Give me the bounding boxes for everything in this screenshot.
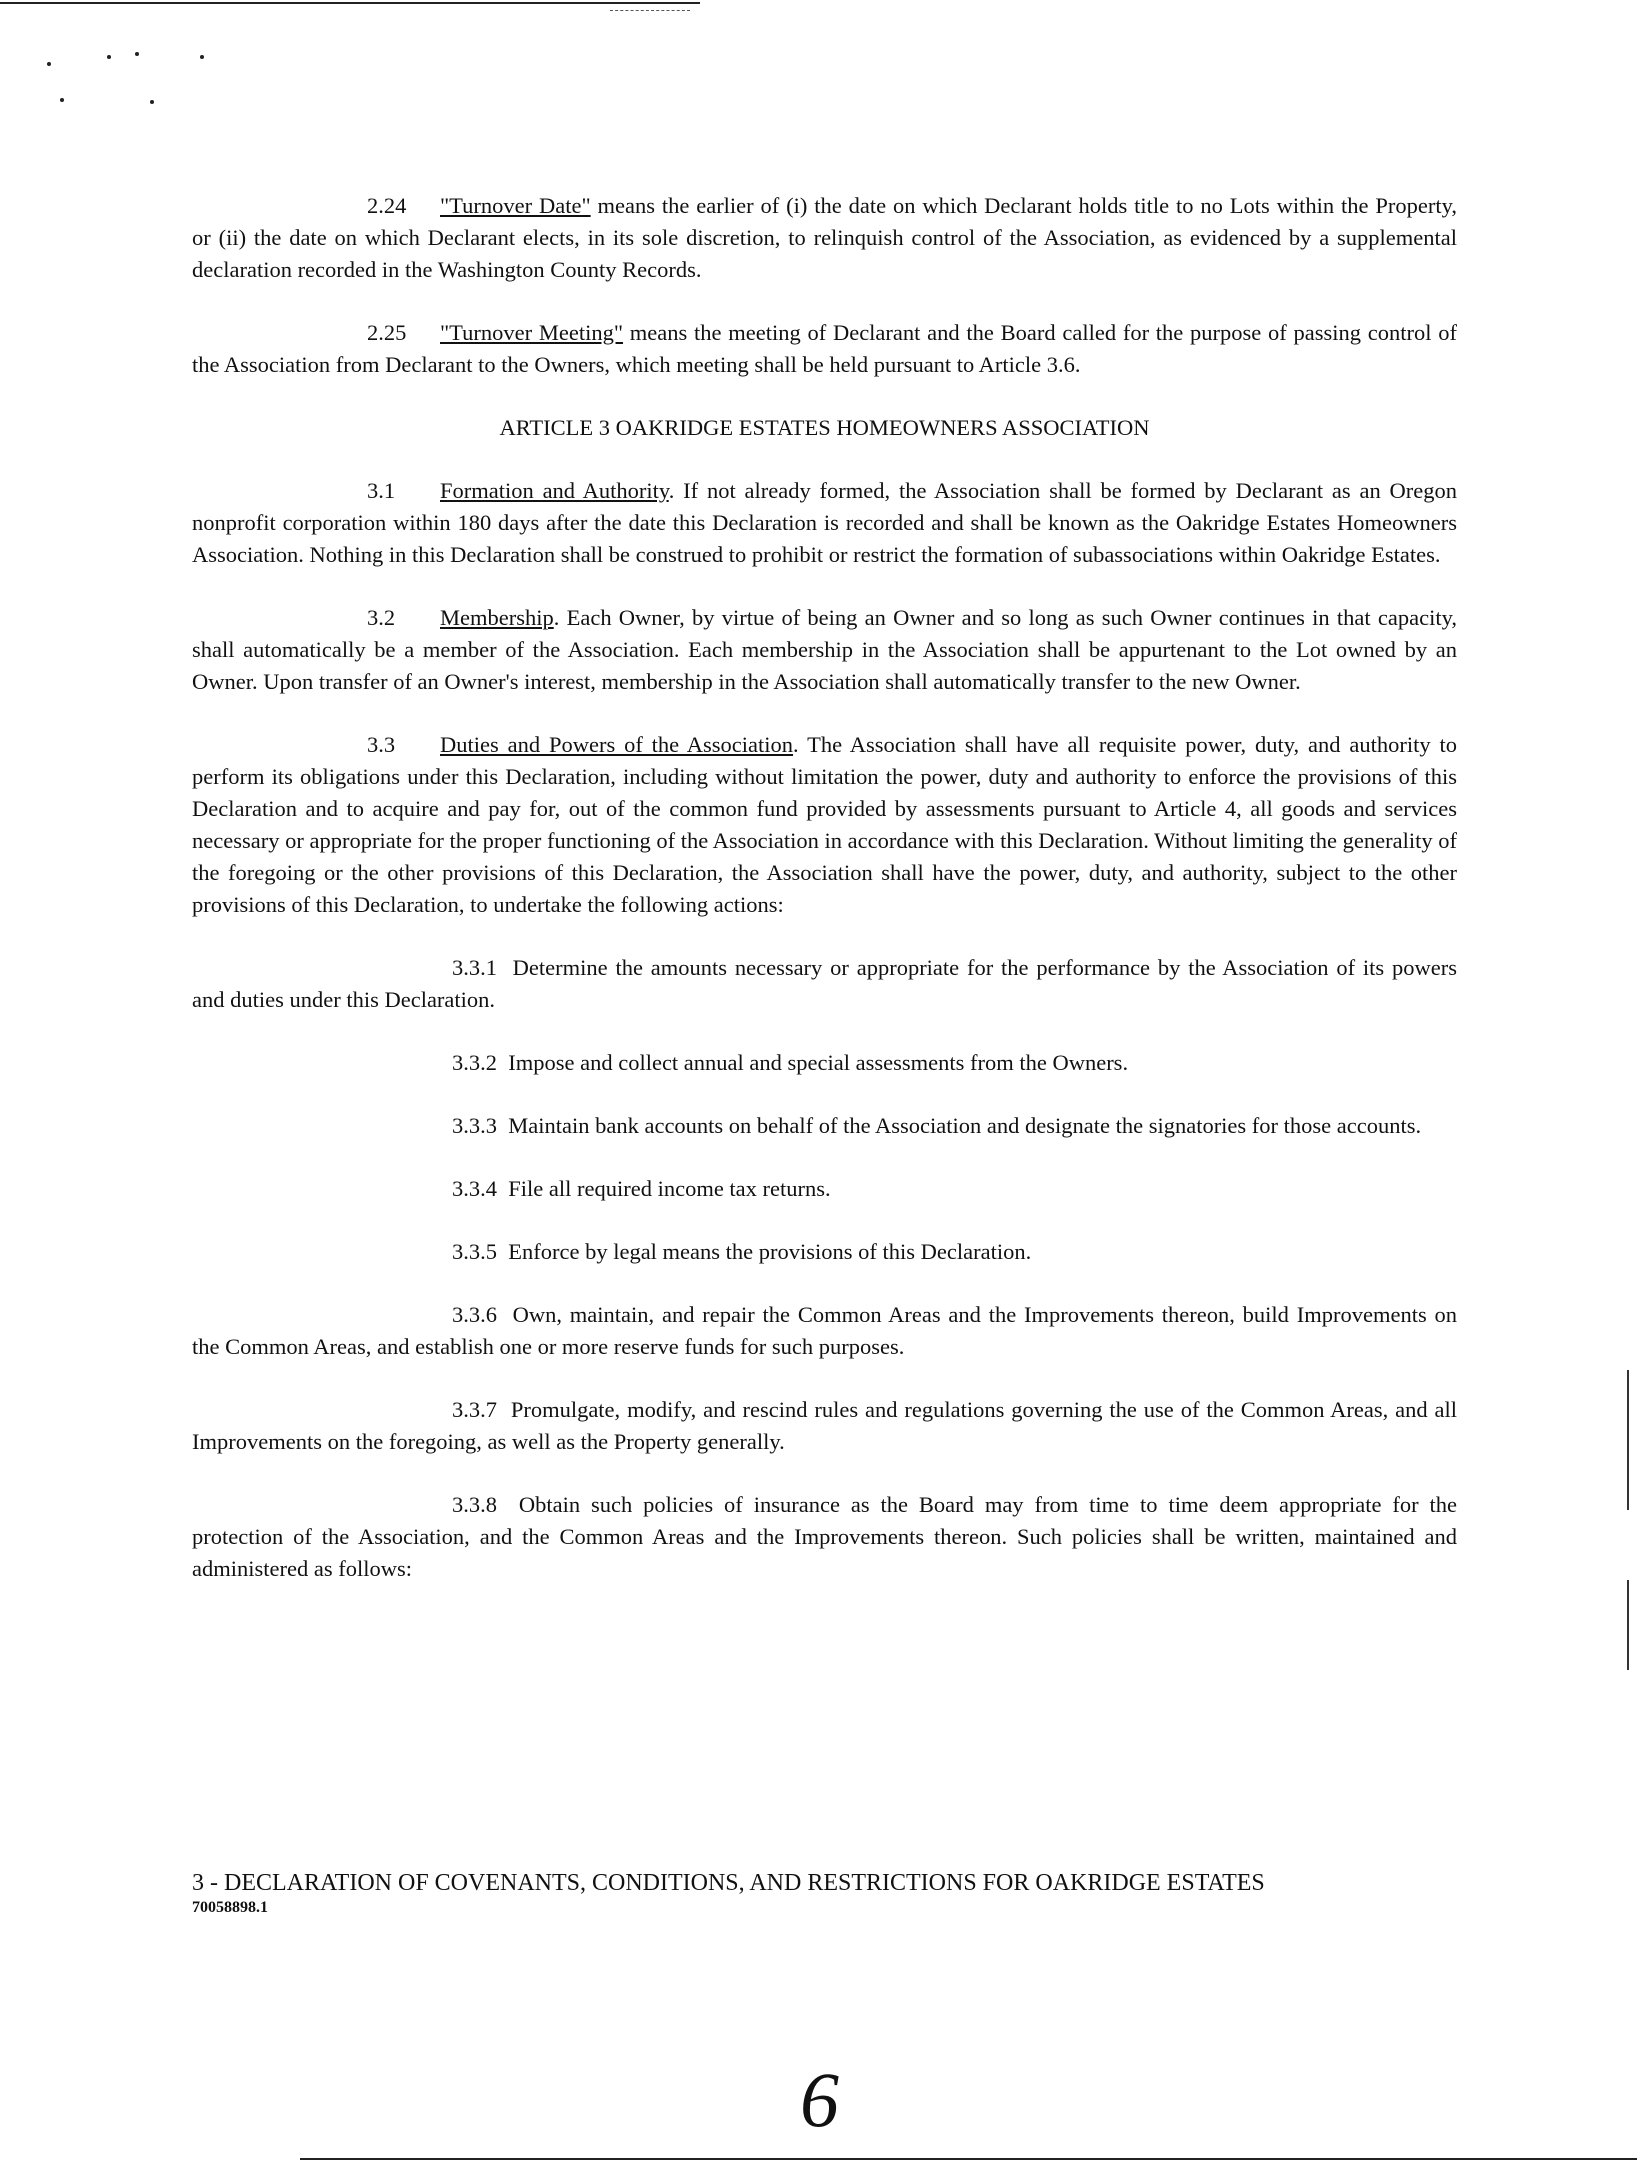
- subsection-number: 3.3.6: [452, 1302, 497, 1327]
- section-number: 2.24: [367, 193, 407, 218]
- scan-speck: [200, 55, 204, 59]
- definition-2-24: [192, 190, 1457, 286]
- subsection-text: Obtain such policies of insurance as the Board may from time to time deem appropriate for the protection of the Association, and the Common Areas and the Improvements thereon. Such policies shall be written, maintained and administered as follows:: [192, 1492, 1458, 1581]
- subsection-3-3-7: [192, 1394, 1457, 1458]
- subsection-text: Promulgate, modify, and rescind rules and regulations governing the use of the Common Areas, and all Improvements on the foregoing, as well as the Property generally.: [192, 1397, 1458, 1454]
- scan-speck: [150, 100, 154, 104]
- subsection-text: Own, maintain, and repair the Common Areas and the Improvements thereon, build Improvements on the Common Areas, and establish one or more reserve funds for such purposes.: [192, 1302, 1458, 1359]
- section-number: 3.1: [367, 478, 396, 503]
- subsection-3-3-2: [192, 1047, 1457, 1079]
- subsection-text: Enforce by legal means the provisions of this Declaration.: [508, 1239, 1032, 1264]
- section-3-2: [192, 602, 1457, 698]
- scan-edge-top: [0, 2, 700, 4]
- section-number: 2.25: [367, 320, 407, 345]
- subsection-text: Maintain bank accounts on behalf of the Association and designate the signatories for those accounts.: [508, 1113, 1422, 1138]
- scan-speck: [47, 62, 51, 66]
- section-title: Membership: [440, 605, 554, 630]
- section-title: Formation and Authority: [440, 478, 669, 503]
- scan-edge-top-dash: [610, 10, 690, 11]
- section-text: means the earlier of (i) the date on which Declarant holds title to no Lots within the Property, or (ii) the date on which Declarant elects, in its sole discretion, to relinquish control of the Association, as evidenced by a supplemental declaration recorded in the Washington County Records.: [192, 193, 1457, 282]
- section-text: . The Association shall have all requisite power, duty, and authority to perform its obligations under this Declaration, including without limitation the power, duty and authority to enforce the provisions of this Declaration and to acquire and pay for, out of the common fund provided by assessments pursuant to Article 4, all goods and services necessary or appropriate for the proper functioning of the Association in accordance with this Declaration. Without limiting the generality of the foregoing or the other provisions of this Declaration, the Association shall have the power, duty, and authority, subject to the other provisions of this Declaration, to undertake the following actions:: [192, 732, 1457, 917]
- subsection-number: 3.3.8: [452, 1492, 497, 1517]
- section-3-1: [192, 475, 1457, 571]
- scan-edge-bottom: [300, 2158, 1637, 2160]
- subsection-number: 3.3.4: [452, 1176, 497, 1201]
- scan-speck: [107, 55, 111, 59]
- section-number: 3.2: [367, 605, 396, 630]
- defined-term: "Turnover Date": [440, 193, 591, 218]
- scan-speck: [135, 52, 139, 56]
- section-text: means the meeting of Declarant and the Board called for the purpose of passing control of the Association from Declarant to the Owners, which meeting shall be held pursuant to Article 3.6.: [192, 320, 1457, 377]
- scan-speck: [60, 98, 64, 102]
- subsection-number: 3.3.2: [452, 1050, 497, 1075]
- subsection-text: Determine the amounts necessary or appropriate for the performance by the Association of its powers and duties under this Declaration.: [192, 955, 1458, 1012]
- subsection-3-3-3: [192, 1110, 1457, 1142]
- section-text: . Each Owner, by virtue of being an Owner and so long as such Owner continues in that capacity, shall automatically be a member of the Association. Each membership in the Association shall be appurtenant to the Lot owned by an Owner. Upon transfer of an Owner's interest, membership in the Association shall automatically transfer to the new Owner.: [192, 605, 1457, 694]
- subsection-3-3-4: [192, 1173, 1457, 1205]
- defined-term: "Turnover Meeting": [440, 320, 624, 345]
- subsection-3-3-8: [192, 1489, 1457, 1585]
- scan-edge-right: [1627, 1370, 1629, 1510]
- footer-title: 3 - DECLARATION OF COVENANTS, CONDITIONS, AND RESTRICTIONS FOR OAKRIDGE ESTATES: [192, 1870, 1265, 1896]
- section-number: 3.3: [367, 732, 396, 757]
- document-page: [192, 190, 1457, 1585]
- subsection-number: 3.3.7: [452, 1397, 497, 1422]
- subsection-text: Impose and collect annual and special assessments from the Owners.: [508, 1050, 1129, 1075]
- article-heading: ARTICLE 3 OAKRIDGE ESTATES HOMEOWNERS ASSOCIATION: [499, 415, 1150, 440]
- section-text: . If not already formed, the Association shall be formed by Declarant as an Oregon nonprofit corporation within 180 days after the date this Declaration is recorded and shall be known as the Oakridge Estates Homeowners Association. Nothing in this Declaration shall be construed to prohibit or restrict the formation of subassociations within Oakridge Estates.: [192, 478, 1458, 567]
- scan-edge-right: [1627, 1580, 1629, 1670]
- footer-document-code: 70058898.1: [192, 1899, 268, 1916]
- subsection-3-3-5: [192, 1236, 1457, 1268]
- subsection-number: 3.3.1: [452, 955, 497, 980]
- subsection-number: 3.3.5: [452, 1239, 497, 1264]
- section-3-3: [192, 729, 1457, 921]
- subsection-text: File all required income tax returns.: [508, 1176, 831, 1201]
- definition-2-25: [192, 317, 1457, 381]
- subsection-3-3-6: [192, 1299, 1457, 1363]
- section-title: Duties and Powers of the Association: [440, 732, 794, 757]
- subsection-number: 3.3.3: [452, 1113, 497, 1138]
- handwritten-page-number: 6: [800, 2056, 839, 2143]
- subsection-3-3-1: [192, 952, 1457, 1016]
